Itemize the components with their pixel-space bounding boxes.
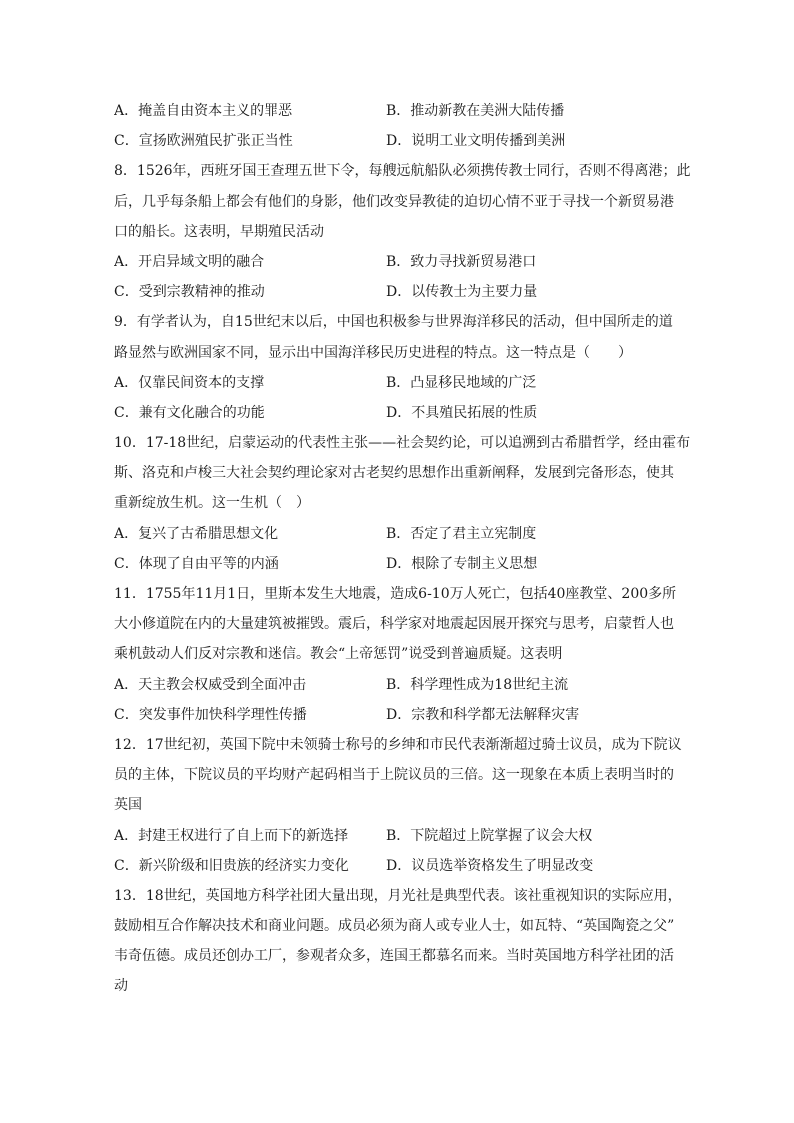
q12-option-d[interactable]: D．议员选举资格发生了明显改变 [386, 857, 594, 874]
q7-option-d[interactable]: D．说明工业文明传播到美洲 [386, 133, 566, 150]
q12-option-row-ab [114, 821, 704, 851]
q10-option-c[interactable]: C．体现了自由平等的内涵 [114, 555, 279, 572]
question-11 [114, 579, 704, 730]
q8-stem-line-3: 口的船长。这表明，早期殖民活动 [114, 223, 324, 240]
q10-stem-line-1: 10．17-18世纪，启蒙运动的代表性主张——社会契约论，可以追溯到古希腊哲学，经由霍布 [114, 435, 691, 452]
q9-option-b[interactable]: B．凸显移民地域的广泛 [386, 374, 537, 391]
q12-stem-line-1: 12．17世纪初，英国下院中未领骑士称号的乡绅和市民代表渐渐超过骑士议员，成为下院议 [114, 736, 682, 753]
q7-option-row-cd [114, 126, 704, 156]
question-9 [114, 307, 704, 428]
q10-option-a[interactable]: A．复兴了古希腊思想文化 [114, 525, 279, 542]
q13-stem-line-1: 13．18世纪，英国地方科学社团大量出现，月光社是典型代表。该社重视知识的实际应用， [114, 887, 682, 904]
q13-stem-line-4: 动 [114, 978, 128, 995]
q10-stem-line-3: 重新绽放生机。这一生机（ ） [114, 495, 310, 512]
q11-stem-line-1: 11．1755年11月1日，里斯本发生大地震，造成6-10万人死亡，包括40座教堂、200多所 [114, 586, 677, 602]
q11-stem-line-3: 乘机鼓动人们反对宗教和迷信。教会“上帝惩罚”说受到普遍质疑。这表明 [114, 646, 563, 663]
q9-stem-line-2: 路显然与欧洲国家不同，显示出中国海洋移民历史进程的特点。这一特点是（ ） [114, 344, 632, 361]
question-12 [114, 730, 704, 881]
q12-option-b[interactable]: B．下院超过上院掌握了议会大权 [386, 827, 593, 844]
q10-option-row-cd [114, 549, 704, 579]
q7-options [114, 96, 704, 156]
q9-option-c[interactable]: C．兼有文化融合的功能 [114, 404, 265, 421]
q8-option-row-ab [114, 247, 704, 277]
question-10 [114, 428, 704, 579]
q8-option-row-cd [114, 277, 704, 307]
q11-option-a[interactable]: A．天主教会权威受到全面冲击 [114, 676, 307, 693]
q8-option-a[interactable]: A．开启异域文明的融合 [114, 253, 265, 270]
q8-option-b[interactable]: B．致力寻找新贸易港口 [386, 253, 537, 270]
q10-stem [114, 428, 704, 519]
q10-stem-line-2: 斯、洛克和卢梭三大社会契约理论家对古老契约思想作出重新阐释，发展到完备形态，使其 [114, 465, 674, 482]
q9-option-row-ab [114, 368, 704, 398]
q11-option-b[interactable]: B．科学理性成为18世纪主流 [386, 676, 569, 693]
q13-stem-line-3: 韦奇伍德。成员还创办工厂，参观者众多，连国王都慕名而来。当时英国地方科学社团的活 [114, 948, 674, 965]
q7-option-row-ab [114, 96, 704, 126]
q8-stem [114, 156, 704, 247]
q8-option-d[interactable]: D．以传教士为主要力量 [386, 284, 538, 301]
q11-option-d[interactable]: D．宗教和科学都无法解释灾害 [386, 706, 580, 723]
q12-stem-line-3: 英国 [114, 797, 142, 814]
q9-option-row-cd [114, 398, 704, 428]
q9-stem [114, 307, 704, 367]
question-8 [114, 156, 704, 307]
q9-option-a[interactable]: A．仅靠民间资本的支撑 [114, 374, 265, 391]
q13-stem-line-2: 鼓励相互合作解决技术和商业问题。成员必须为商人或专业人士，如瓦特、“英国陶瓷之父” [114, 918, 675, 935]
q11-option-row-cd [114, 700, 704, 730]
q10-option-row-ab [114, 519, 704, 549]
q9-stem-line-1: 9．有学者认为，自15世纪末以后，中国也积极参与世界海洋移民的活动，但中国所走的道 [114, 314, 673, 331]
question-13 [114, 881, 704, 1002]
q7-option-b[interactable]: B．推动新教在美洲大陆传播 [386, 103, 565, 119]
q12-option-row-cd [114, 851, 704, 881]
q10-option-b[interactable]: B．否定了君主立宪制度 [386, 525, 537, 542]
q12-option-c[interactable]: C．新兴阶级和旧贵族的经济实力变化 [114, 857, 349, 874]
q9-option-d[interactable]: D．不具殖民拓展的性质 [386, 404, 538, 421]
q13-stem [114, 881, 704, 1002]
q12-stem-line-2: 员的主体，下院议员的平均财产起码相当于上院议员的三倍。这一现象在本质上表明当时的 [114, 767, 674, 784]
q7-option-a[interactable]: A．掩盖自由资本主义的罪恶 [114, 103, 293, 119]
q11-stem [114, 579, 704, 670]
q12-stem [114, 730, 704, 821]
q10-option-d[interactable]: D．根除了专制主义思想 [386, 555, 538, 572]
q8-stem-line-2: 后，几乎每条船上都会有他们的身影，他们改变异教徒的迫切心情不亚于寻找一个新贸易港 [114, 193, 674, 210]
q8-option-c[interactable]: C．受到宗教精神的推动 [114, 284, 265, 301]
q7-option-c[interactable]: C．宣扬欧洲殖民扩张正当性 [114, 133, 293, 150]
q12-option-a[interactable]: A．封建王权进行了自上而下的新选择 [114, 827, 349, 844]
q11-stem-line-2: 大小修道院在内的大量建筑被摧毁。震后，科学家对地震起因展开探究与思考，启蒙哲人也 [114, 616, 674, 633]
q8-stem-line-1: 8．1526年，西班牙国王查理五世下令，每艘远航船队必须携传教士同行，否则不得离港；此 [114, 163, 691, 180]
q11-option-c[interactable]: C．突发事件加快科学理性传播 [114, 706, 307, 723]
q11-option-row-ab [114, 670, 704, 700]
